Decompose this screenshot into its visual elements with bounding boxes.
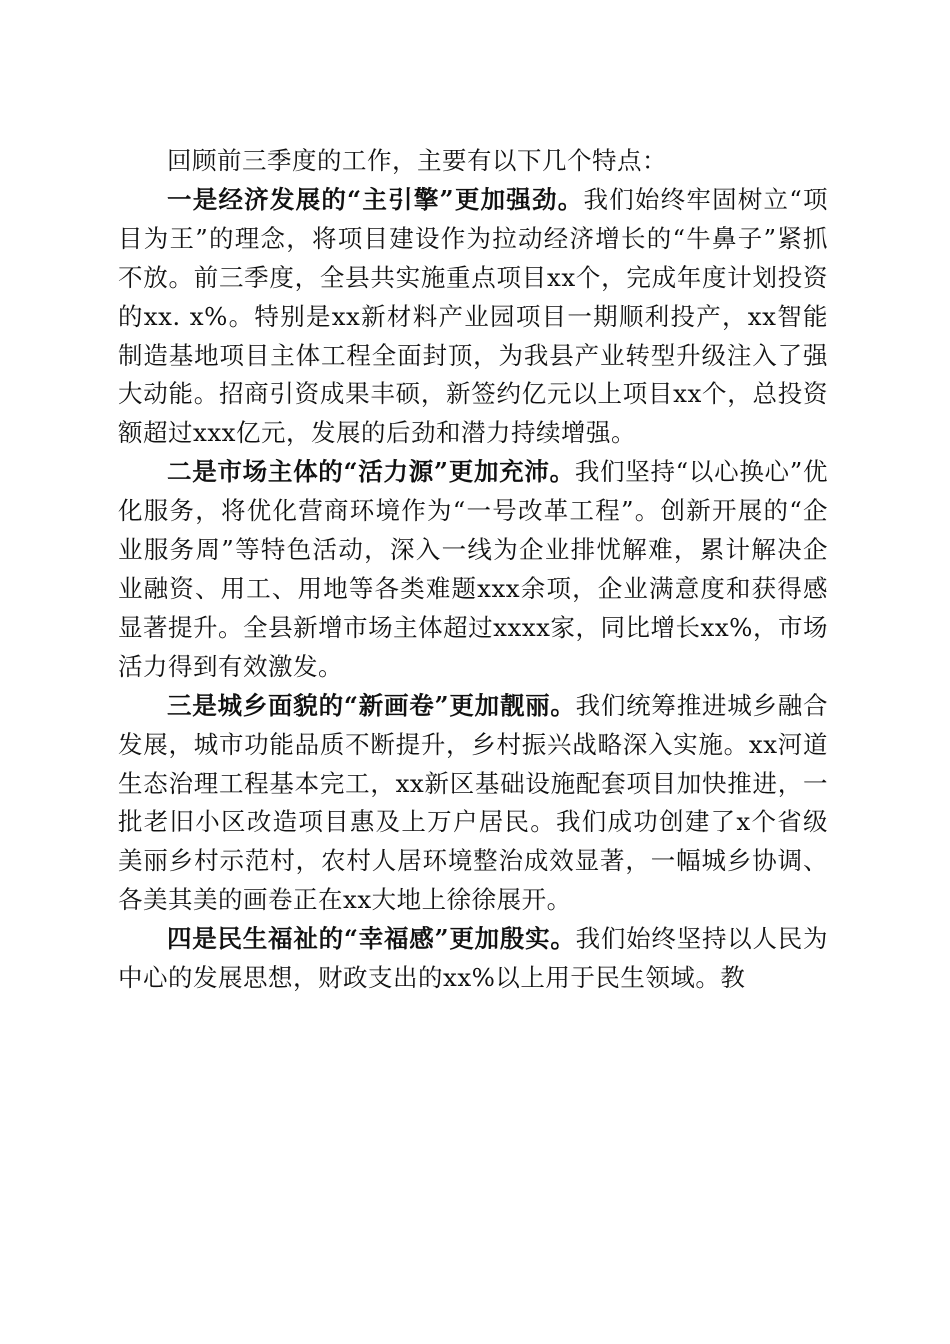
section-paragraph-4 [118,920,828,998]
section-4-body: 我们始终坚持以人民为中心的发展思想，财政支出的xx%以上用于民生领域。教 [118,924,828,993]
intro-text: 回顾前三季度的工作，主要有以下几个特点： [167,146,667,175]
section-2-lead: 二是市场主体的“活力源”更加充沛。 [167,457,575,487]
section-paragraph-1 [118,181,828,453]
section-paragraph-3 [118,687,828,920]
section-1-lead: 一是经济发展的“主引擎”更加强劲。 [167,184,584,214]
intro-paragraph [118,142,828,181]
section-2-body: 我们坚持“以心换心”优化服务，将优化营商环境作为“一号改革工程”。创新开展的“企业服务周”等特色活动，深入一线为企业排忧解难，累计解决企业融资、用工、用地等各类难题xxx余项，企业满意度和获得感显著提升。全县新增市场主体超过xxxx家，同比增长xx%，市场活力得到有效激发。 [118,457,828,681]
section-paragraph-2 [118,453,828,686]
section-3-lead: 三是城乡面貌的“新画卷”更加靓丽。 [167,690,576,720]
section-4-lead: 四是民生福祉的“幸福感”更加殷实。 [167,924,576,954]
document-body [118,142,828,998]
section-1-body: 我们始终牢固树立“项目为王”的理念，将项目建设作为拉动经济增长的“牛鼻子”紧抓不放。前三季度，全县共实施重点项目xx个，完成年度计划投资的xx. x%。特别是xx新材料产业园项目一期顺利投产，xx智能制造基地项目主体工程全面封顶，为我县产业转型升级注入了强大动能。招商引资成果丰硕，新签约亿元以上项目xx个，总投资额超过xxx亿元，发展的后劲和潜力持续增强。 [118,184,828,448]
section-3-body: 我们统筹推进城乡融合发展，城市功能品质不断提升，乡村振兴战略深入实施。xx河道生态治理工程基本完工，xx新区基础设施配套项目加快推进，一批老旧小区改造项目惠及上万户居民。我们成功创建了x个省级美丽乡村示范村，农村人居环境整治成效显著，一幅城乡协调、各美其美的画卷正在xx大地上徐徐展开。 [118,690,828,915]
